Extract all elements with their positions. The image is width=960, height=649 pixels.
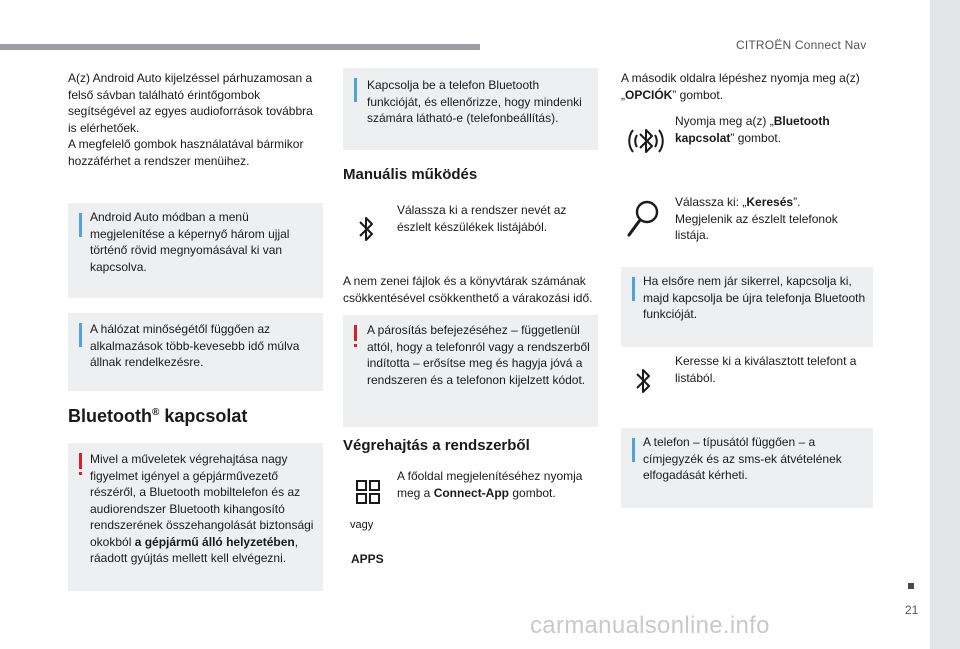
bluetooth-connection-icon [628, 121, 664, 161]
info-text: A hálózat minőségétől függően az alkalmazások több-kevesebb idő múlva állnak rendelkezésre. [90, 322, 300, 369]
manual-note: A nem zenei fájlok és a könyvtárak számának csökkentésével csökkenthető a várakozási idő. [343, 274, 593, 305]
page-number: 21 [905, 603, 919, 617]
page-header-title: CITROËN Connect Nav [736, 38, 867, 52]
info-box-retry-bluetooth [621, 267, 873, 347]
warning-box-bluetooth-safety [68, 443, 323, 591]
section-title-bluetooth: Bluetooth® kapcsolat [68, 406, 248, 426]
info-text: Ha elsőre nem jár sikerrel, kapcsolja ki, majd kapcsolja be újra telefonja Bluetooth funkcióját. [643, 274, 866, 321]
info-box-android-auto-menu [68, 203, 323, 298]
bluetooth-icon [358, 215, 374, 243]
warning-text: Mivel a műveletek végrehajtása nagy figyelmet igényel a gépjárművezető részéről, a Bluetooth mobiltelefon és az audiorendszer Bluetooth kihangosító rendszerének összehangolását biztonsági okokból a gépjármű álló helyzetében, ráadott gyújtás mellett kell elvégezni. [90, 452, 314, 565]
info-icon [632, 277, 635, 301]
info-text: Android Auto módban a menü megjelenítése a képernyő három ujjal történő rövid megnyomásával ki van kapcsolva. [90, 210, 290, 274]
warning-box-pairing-code [343, 315, 598, 427]
step-bluetooth-connection: Nyomja meg a(z) „Bluetooth kapcsolat” gombot. [675, 114, 830, 145]
warning-text: A párosítás befejezéséhez – függetlenül attól, hogy a telefonról vagy a rendszerből indította – erősítse meg és hagyja jóvá a rendszeren és a telefonon kijelzett kódot. [367, 323, 590, 387]
info-box-phone-bluetooth [343, 68, 598, 150]
bluetooth-icon [635, 367, 651, 395]
info-box-phonebook-sms [621, 428, 873, 508]
section-title-manual: Manuális működés [343, 166, 478, 183]
col1-intro: A(z) Android Auto kijelzéssel párhuzamosan a felső sávban található érintőgombok segítségével az egyes audioforrások továbbra is elérhetőek. A megfelelő gombok használatával bármikor hozzáférhet a rendszer menüihez. [68, 71, 313, 168]
watermark: carmanualsonline.info [530, 612, 770, 639]
apps-button-label: APPS [351, 552, 384, 566]
col3-intro: A második oldalra lépéshez nyomja meg a(z) „OPCIÓK” gombot. [621, 71, 860, 102]
info-text: Kapcsolja be a telefon Bluetooth funkcióját, és ellenőrizze, hogy mindenki számára látható-e (telefonbeállítás). [367, 78, 582, 125]
info-box-network-quality [68, 313, 323, 391]
info-icon [79, 323, 82, 347]
step-search: Válassza ki: „Keresés”. Megjelenik az észlelt telefonok listája. [675, 195, 838, 242]
header-bar [0, 44, 480, 50]
manual-step-text: Válassza ki a rendszer nevét az észlelt készülékek listájából. [397, 203, 567, 234]
system-step-text: A főoldal megjelenítéséhez nyomja meg a Connect-App gombot. [397, 469, 583, 500]
search-icon [626, 199, 660, 239]
info-icon [632, 438, 635, 462]
step-select-phone: Keresse ki a kiválasztott telefont a listából. [675, 354, 857, 385]
page-marker [908, 583, 914, 589]
section-title-system: Végrehajtás a rendszerből [343, 437, 530, 454]
info-icon [79, 213, 82, 237]
page-edge-strip [930, 0, 960, 649]
info-text: A telefon – típusától függően – a címjegyzék és az sms-ek átvételének elfogadását kérheti. [643, 435, 842, 482]
info-icon [354, 78, 357, 102]
connect-app-grid-icon [356, 480, 380, 504]
or-label: vagy [350, 519, 374, 531]
